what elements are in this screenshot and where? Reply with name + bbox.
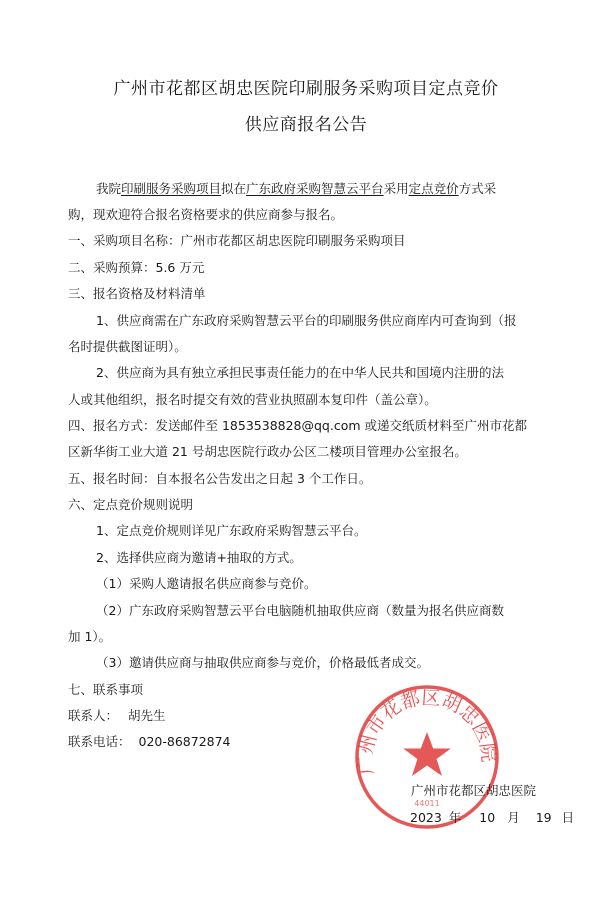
project-name-underlined: 印刷服务采购项目 <box>121 181 222 196</box>
contact-label: 联系人： <box>68 708 119 723</box>
section-4-b: 区新华街工业大道 21 号胡忠医院行政办公区二楼项目管理办公室报名。 <box>68 444 467 459</box>
signature-org: 广州市花都区胡忠医院 <box>411 783 537 798</box>
section-6-item-2: 2、选择供应商为邀请+抽取的方式。 <box>96 550 302 565</box>
section-3: 三、报名资格及材料清单 <box>68 286 206 301</box>
phone-label: 联系电话： <box>68 734 131 749</box>
phone-number: 020-86872874 <box>138 734 231 749</box>
section-7: 七、联系事项 <box>68 682 144 697</box>
contact-name: 胡先生 <box>128 708 166 723</box>
section-3-item-1-b: 名时提供截图证明）。 <box>68 339 187 354</box>
contact-person <box>68 708 166 724</box>
section-3-item-2-b: 人或其他组织，报名时提交有效的营业执照副本复印件（盖公章）。 <box>68 392 437 407</box>
platform-name-underlined: 广东政府采购智慧云平台 <box>246 181 384 196</box>
date-day-char: 日 <box>561 810 575 825</box>
seal-number: 44011 <box>414 799 440 808</box>
section-6-item-1: 1、定点竞价规则详见广东政府采购智慧云平台。 <box>96 523 367 538</box>
intro-text-1: 我院 <box>96 181 122 196</box>
date-day: 19 <box>535 810 552 825</box>
section-6-item-2-2-a: （2）广东政府采购智慧云平台电脑随机抽取供应商（数量为报名供应商数 <box>96 603 504 618</box>
section-1: 一、采购项目名称：广州市花都区胡忠医院印刷服务采购项目 <box>68 233 406 248</box>
section-3-item-2-a: 2、供应商为具有独立承担民事责任能力的在中华人民共和国境内注册的法 <box>96 365 504 380</box>
section-2: 二、采购预算：5.6 万元 <box>68 260 205 275</box>
title-line-2: 供应商报名公告 <box>244 115 368 135</box>
date-year-char: 年 <box>448 810 462 825</box>
section-5: 五、报名时间：自本报名公告发出之日起 3 个工作日。 <box>68 471 372 486</box>
section-6-item-2-1: （1）采购人邀请报名供应商参与竞价。 <box>96 576 317 591</box>
intro-line-2: 购，现欢迎符合报名资格要求的供应商参与报名。 <box>68 207 344 222</box>
seal-star-icon <box>403 732 451 776</box>
intro-line-1 <box>96 181 496 197</box>
date-month: 10 <box>479 810 496 825</box>
section-4-a: 四、报名方式：发送邮件至 1853538828@qq.com 或递交纸质材料至广州市花都 <box>68 418 528 433</box>
contact-phone <box>68 734 231 750</box>
section-6: 六、定点竞价规则说明 <box>68 497 194 512</box>
intro-text-4: 方式采 <box>458 181 497 196</box>
signature-date <box>410 808 574 826</box>
section-3-item-1-a: 1、供应商需在广东政府采购智慧云平台的印刷服务供应商库内可查询到（报 <box>96 313 517 328</box>
section-6-item-2-3: （3）邀请供应商与抽取供应商参与竞价，价格最低者成交。 <box>96 655 429 670</box>
intro-text-3: 采用 <box>383 181 409 196</box>
method-underlined: 定点竞价 <box>408 181 459 196</box>
section-6-item-2-2-b: 加 1）。 <box>68 629 112 644</box>
seal-text: 广州市花都区胡忠医院 <box>354 686 500 776</box>
date-month-char: 月 <box>507 810 520 825</box>
intro-text-2: 拟在 <box>221 181 247 196</box>
date-year: 2023 <box>410 810 442 825</box>
title-line-1: 广州市花都区胡忠医院印刷服务采购项目定点竞价 <box>113 79 499 99</box>
